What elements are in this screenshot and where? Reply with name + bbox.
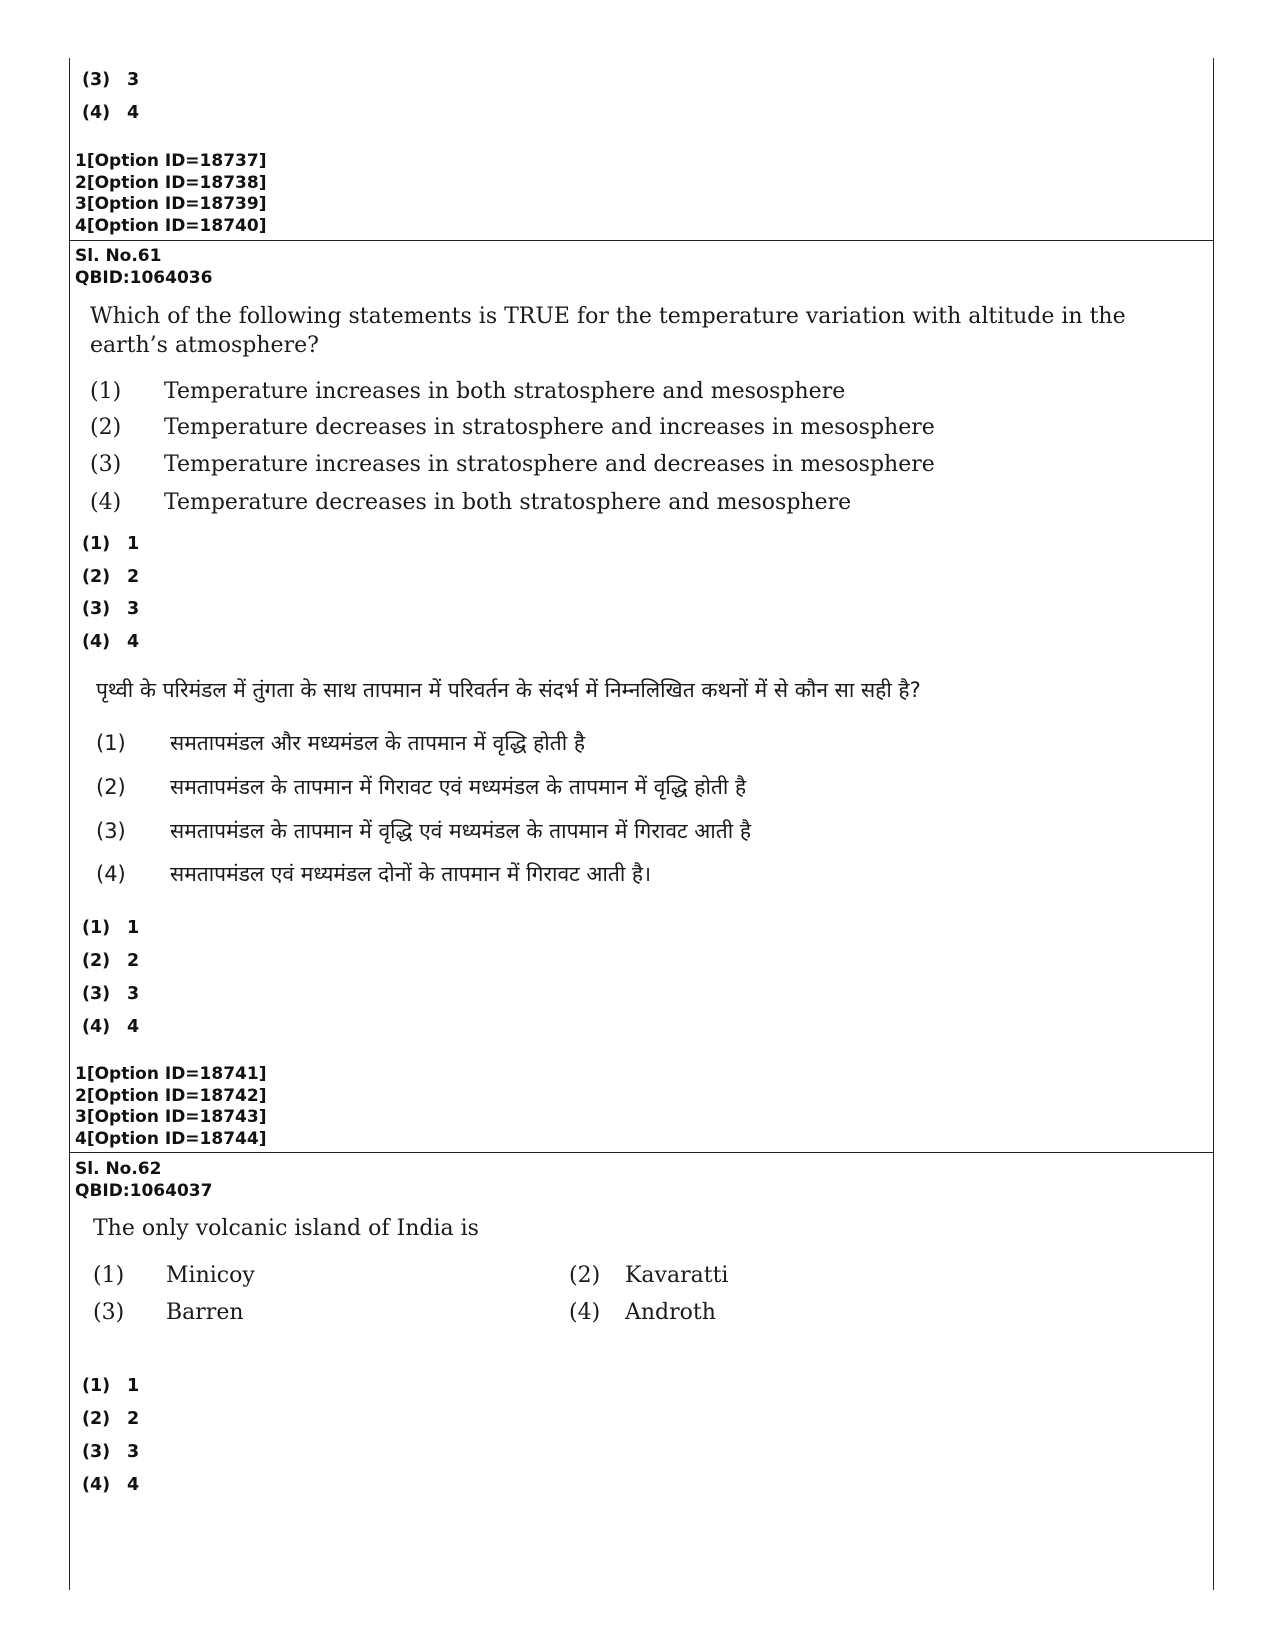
option-id: 2[Option ID=18742] (75, 1085, 267, 1106)
answer-choice: (3) 3 (82, 70, 140, 90)
answer-choice: (4) 4 (82, 1017, 140, 1037)
option-item: (3) समतापमंडल के तापमान में वृद्धि एवं मध्यमंडल के तापमान में गिरावट आती है (96, 819, 751, 843)
option-item: (4) समतापमंडल एवं मध्यमंडल दोनों के तापमान में गिरावट आती है। (96, 862, 652, 886)
answer-choice: (2) 2 (82, 1409, 140, 1429)
option-id: 3[Option ID=18739] (75, 194, 267, 214)
answer-choice: (3) 3 (82, 984, 140, 1004)
option-item: (3) Barren (93, 1300, 244, 1325)
option-id: 1[Option ID=18741] (75, 1064, 267, 1084)
answer-choice: (4) 4 (82, 632, 140, 652)
section-divider (69, 1152, 1214, 1153)
question-header (75, 246, 212, 289)
option-item: (2) Temperature decreases in stratosphere and increases in mesosphere (90, 415, 935, 440)
question-text: Which of the following statements is TRUE for the temperature variation with altitude in the earth’s atmosphere? (90, 304, 1126, 358)
option-item: (4) Temperature decreases in both stratosphere and mesosphere (90, 490, 852, 515)
option-id: 3[Option ID=18743] (75, 1107, 267, 1127)
answer-choice: (1) 1 (82, 534, 140, 554)
qbid: QBID:1064037 (75, 1180, 213, 1201)
option-item: (3) Temperature increases in stratosphere and decreases in mesosphere (90, 452, 935, 477)
option-item: (2) Kavaratti (569, 1263, 729, 1288)
option-item: (1) Minicoy (93, 1263, 255, 1288)
answer-choice: (1) 1 (82, 1376, 140, 1396)
serial-number: Sl. No.62 (75, 1159, 162, 1179)
frame-right-border (1213, 58, 1214, 1590)
section-divider (69, 240, 1214, 241)
frame-left-border (69, 58, 70, 1590)
qbid: QBID:1064036 (75, 267, 213, 288)
option-id-list (75, 151, 266, 237)
option-id: 2[Option ID=18738] (75, 172, 267, 193)
question-text-hindi: पृथ्वी के परिमंडल में तुंगता के साथ तापमान में परिवर्तन के संदर्भ में निम्नलिखित कथनों में से कौन सा सही है? (96, 678, 921, 702)
option-id: 4[Option ID=18740] (75, 215, 267, 236)
answer-choice: (4) 4 (82, 103, 140, 123)
option-id: 4[Option ID=18744] (75, 1128, 267, 1149)
question-text: The only volcanic island of India is (93, 1216, 479, 1241)
serial-number: Sl. No.61 (75, 246, 162, 266)
answer-choice: (2) 2 (82, 951, 140, 971)
option-item: (2) समतापमंडल के तापमान में गिरावट एवं मध्यमंडल के तापमान में वृद्धि होती है (96, 775, 747, 799)
answer-choice: (2) 2 (82, 567, 140, 587)
option-id: 1[Option ID=18737] (75, 151, 267, 171)
option-item: (1) समतापमंडल और मध्यमंडल के तापमान में वृद्धि होती है (96, 731, 585, 755)
answer-choice: (3) 3 (82, 1442, 140, 1462)
option-item: (4) Androth (569, 1300, 716, 1325)
answer-choice: (3) 3 (82, 599, 140, 619)
answer-choice: (4) 4 (82, 1475, 140, 1495)
option-item: (1) Temperature increases in both stratosphere and mesosphere (90, 379, 846, 404)
question-header (75, 1159, 212, 1202)
answer-choice: (1) 1 (82, 918, 140, 938)
option-id-list (75, 1064, 266, 1150)
